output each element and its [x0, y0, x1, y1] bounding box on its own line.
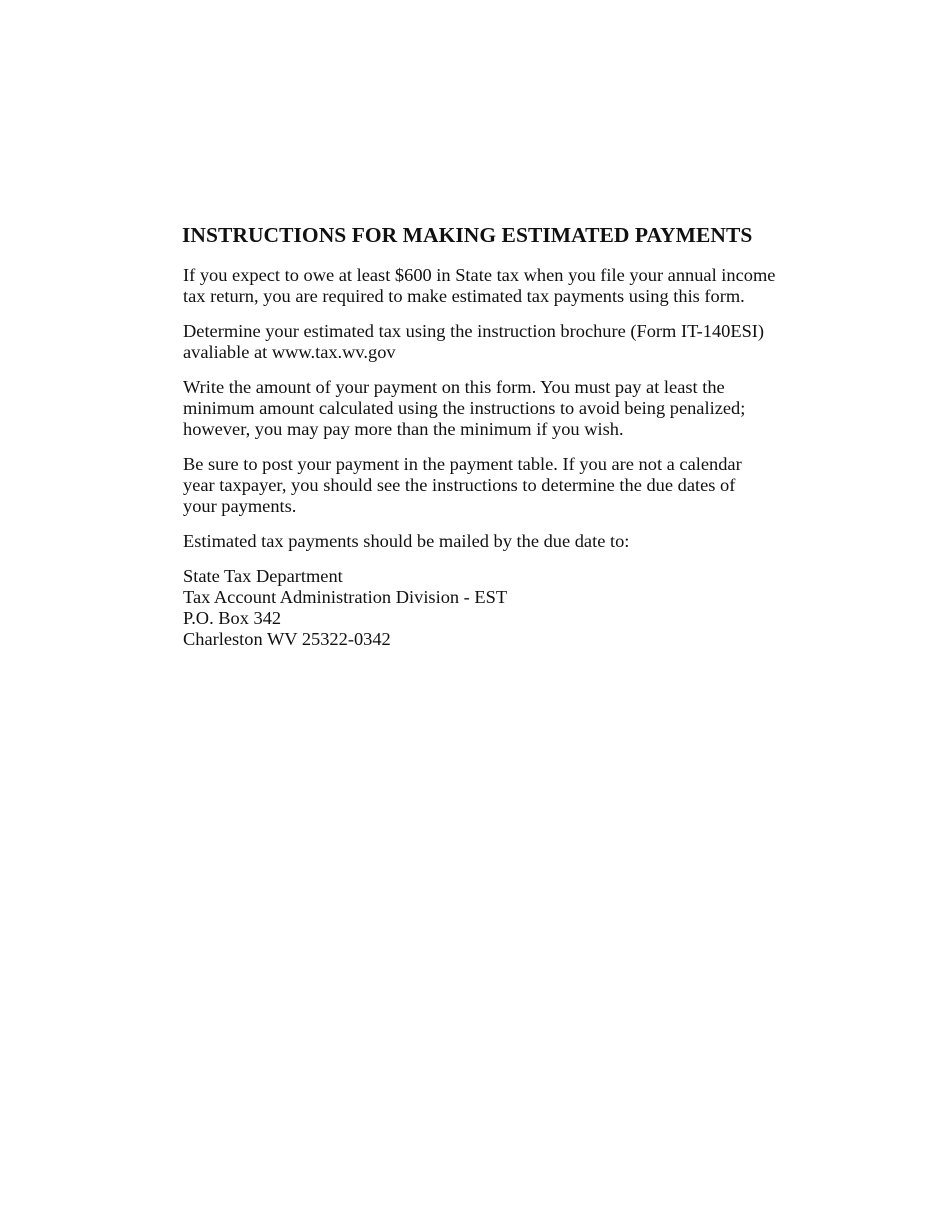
paragraph-line: your payments. [183, 496, 297, 516]
instructions-section [183, 222, 823, 664]
paragraph-line: Determine your estimated tax using the instruction brochure (Form IT-140ESI) [183, 321, 765, 341]
address-line: State Tax Department [183, 566, 343, 586]
address-line: Tax Account Administration Division - EST [183, 587, 508, 607]
address-line: P.O. Box 342 [183, 608, 282, 628]
paragraph-line: tax return, you are required to make estimated tax payments using this form. [183, 286, 745, 306]
paragraph-payment-amount [183, 377, 823, 440]
mailing-address [183, 566, 823, 650]
paragraph-line: Estimated tax payments should be mailed by the due date to: [183, 531, 630, 551]
address-line: Charleston WV 25322-0342 [183, 629, 391, 649]
page-title: INSTRUCTIONS FOR MAKING ESTIMATED PAYMENTS [182, 223, 753, 247]
paragraph-line: year taxpayer, you should see the instructions to determine the due dates of [183, 475, 736, 495]
paragraph-line: avaliable at www.tax.wv.gov [183, 342, 396, 362]
paragraph-payment-table [183, 454, 823, 517]
paragraph-line: minimum amount calculated using the instructions to avoid being penalized; [183, 398, 746, 418]
paragraph-line: however, you may pay more than the minimum if you wish. [183, 419, 624, 439]
paragraph-line: If you expect to owe at least $600 in State tax when you file your annual income [183, 265, 776, 285]
paragraph-line: Write the amount of your payment on this form. You must pay at least the [183, 377, 725, 397]
paragraph-estimated-tax-requirement [183, 265, 823, 307]
paragraph-determine-estimate [183, 321, 823, 363]
paragraph-line: Be sure to post your payment in the payment table. If you are not a calendar [183, 454, 742, 474]
paragraph-mailing-instruction [183, 531, 823, 552]
